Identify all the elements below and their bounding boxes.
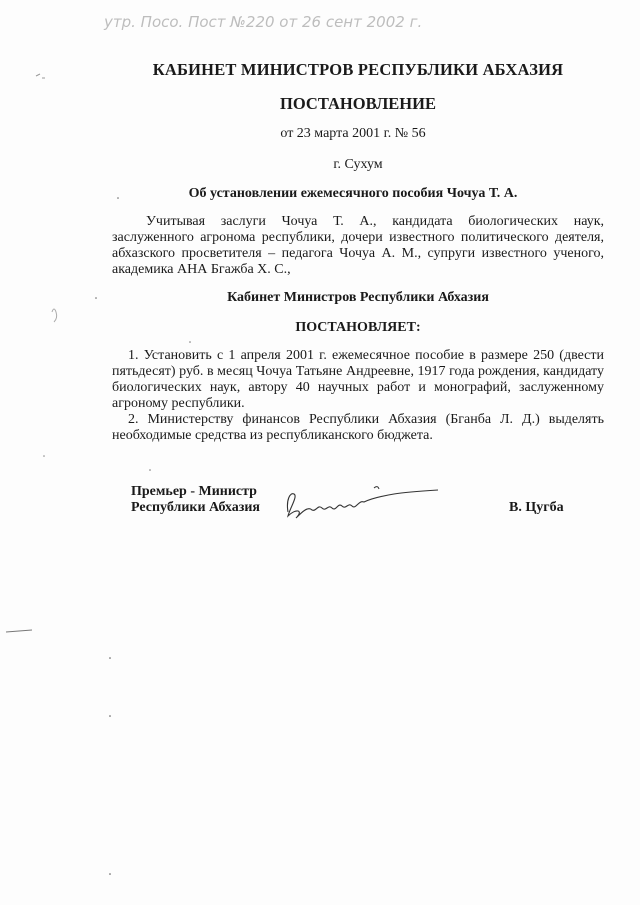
- resolution-item-1: 1. Установить с 1 апреля 2001 г. ежемесячное пособие в размере 250 (двести пятьдесят) руб. в месяц Чочуа Татьяне Андреевне, 1917 года рождения, кандидату биологических наук, автору 40 научных работ и монографий, заслуженному агроному республики.: [112, 348, 604, 411]
- signatory-title-line1: Премьер - Министр: [131, 484, 257, 499]
- resolves-heading: ПОСТАНОВЛЯЕТ:: [295, 320, 421, 335]
- date-number: от 23 марта 2001 г. № 56: [280, 126, 426, 141]
- signatory-title-line2: Республики Абхазия: [131, 500, 261, 515]
- resolution-item-2: 2. Министерству финансов Республики Абхазия (Бганба Л. Д.) выделять необходимые средства из республиканского бюджета.: [112, 412, 604, 443]
- issuer: Кабинет Министров Республики Абхазия: [227, 290, 489, 305]
- preamble-paragraph: Учитывая заслуги Чочуа Т. А., кандидата биологических наук, заслуженного агронома республики, дочери известного политического деятеля, абхазского просветителя – педагога Чочуа А. М., супруги известного ученого, академика АНА Бгажба Х. С.,: [112, 214, 604, 277]
- cabinet-title: КАБИНЕТ МИНИСТРОВ РЕСПУБЛИКИ АБХАЗИЯ: [152, 60, 564, 79]
- handwritten-note-text: утр. Посо. Пост №220 от 26 сент 2002 г.: [104, 13, 423, 31]
- subject-heading: Об установлении ежемесячного пособия Чочуа Т. А.: [188, 186, 518, 201]
- signatory-name: В. Цугба: [509, 500, 564, 515]
- city: г. Сухум: [333, 157, 383, 172]
- document-type: ПОСТАНОВЛЕНИЕ: [280, 94, 436, 113]
